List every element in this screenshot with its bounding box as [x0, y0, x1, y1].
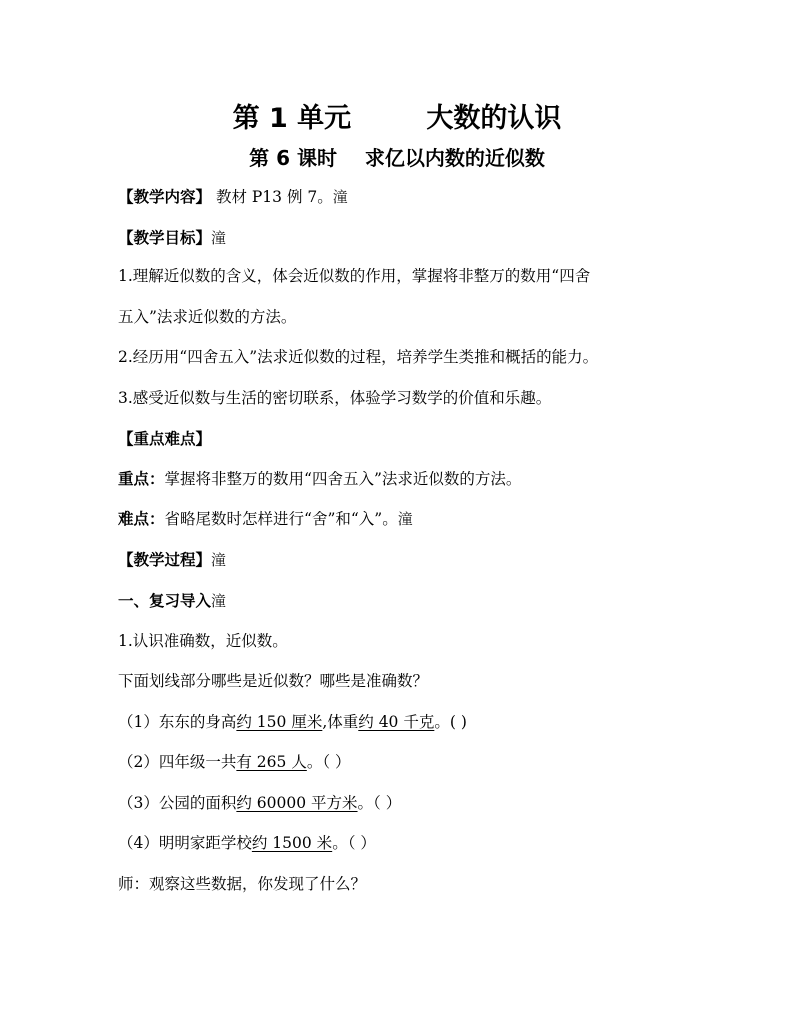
step-line: 1.认识准确数，近似数。 [118, 632, 288, 650]
key-points-label: 【重点难点】 [118, 430, 212, 448]
watermark-char: 潼 [211, 592, 227, 610]
key-point-text: 掌握将非整万的数用“四舍五入”法求近似数的方法。 [164, 470, 522, 488]
underlined-value: 有 265 人 [236, 753, 307, 771]
teaching-process-label: 【教学过程】 [118, 551, 212, 569]
exercise-text: （3）公园的面积 [118, 794, 237, 812]
exercise-text: （2）四年级一共 [118, 753, 237, 771]
teaching-process-heading [118, 549, 226, 571]
difficulty-label: 难点： [118, 510, 165, 528]
watermark-char: 潼 [211, 551, 227, 569]
section-heading [118, 590, 226, 612]
teacher-line: 师：观察这些数据，你发现了什么？ [118, 875, 367, 893]
key-point-label: 重点： [118, 470, 165, 488]
key-points-heading [118, 428, 211, 450]
goal-item: 1.理解近似数的含义，体会近似数的作用，掌握将非整万的数用“四舍 [118, 267, 591, 285]
answer-blank: 。（ ） [306, 753, 351, 771]
watermark-char: 潼 [332, 188, 348, 206]
teaching-content-line [118, 186, 348, 208]
goal-item: 3.感受近似数与生活的密切联系，体验学习数学的价值和乐趣。 [118, 389, 552, 407]
underlined-value: 约 60000 平方米 [236, 794, 358, 812]
exercise-item [118, 832, 376, 854]
watermark-char: 潼 [397, 510, 413, 528]
goal-item: 五入”法求近似数的方法。 [118, 308, 297, 326]
section-title: 一、复习导入 [118, 592, 212, 610]
exercise-text: （1）东东的身高 [118, 713, 237, 731]
exercise-item [118, 711, 467, 733]
teaching-goals-heading [118, 227, 226, 249]
exercise-item [118, 792, 401, 814]
answer-blank: 。（ ） [357, 794, 402, 812]
exercise-item [118, 751, 351, 773]
exercise-text: （4）明明家距学校 [118, 834, 252, 852]
key-point-line [118, 468, 521, 490]
teaching-goals-label: 【教学目标】 [118, 229, 212, 247]
underlined-value: 约 40 千克 [358, 713, 435, 731]
difficulty-text: 省略尾数时怎样进行“舍”和“入”。 [164, 510, 398, 528]
unit-title: 第 1 单元 大数的认识 [232, 103, 562, 134]
difficulty-line [118, 508, 413, 530]
answer-blank: 。( ) [434, 713, 467, 731]
lesson-title: 第 6 课时 求亿以内数的近似数 [249, 146, 545, 170]
watermark-char: 潼 [211, 229, 227, 247]
teaching-content-text: 教材 P13 例 7。 [211, 188, 333, 206]
goal-item: 2.经历用“四舍五入”法求近似数的过程，培养学生类推和概括的能力。 [118, 348, 599, 366]
exercise-text: ,体重 [322, 713, 359, 731]
underlined-value: 约 1500 米 [251, 834, 333, 852]
question-line: 下面划线部分哪些是近似数？哪些是准确数？ [118, 672, 429, 690]
underlined-value: 约 150 厘米 [236, 713, 323, 731]
teaching-content-label: 【教学内容】 [118, 188, 212, 206]
answer-blank: 。（ ） [332, 834, 376, 852]
